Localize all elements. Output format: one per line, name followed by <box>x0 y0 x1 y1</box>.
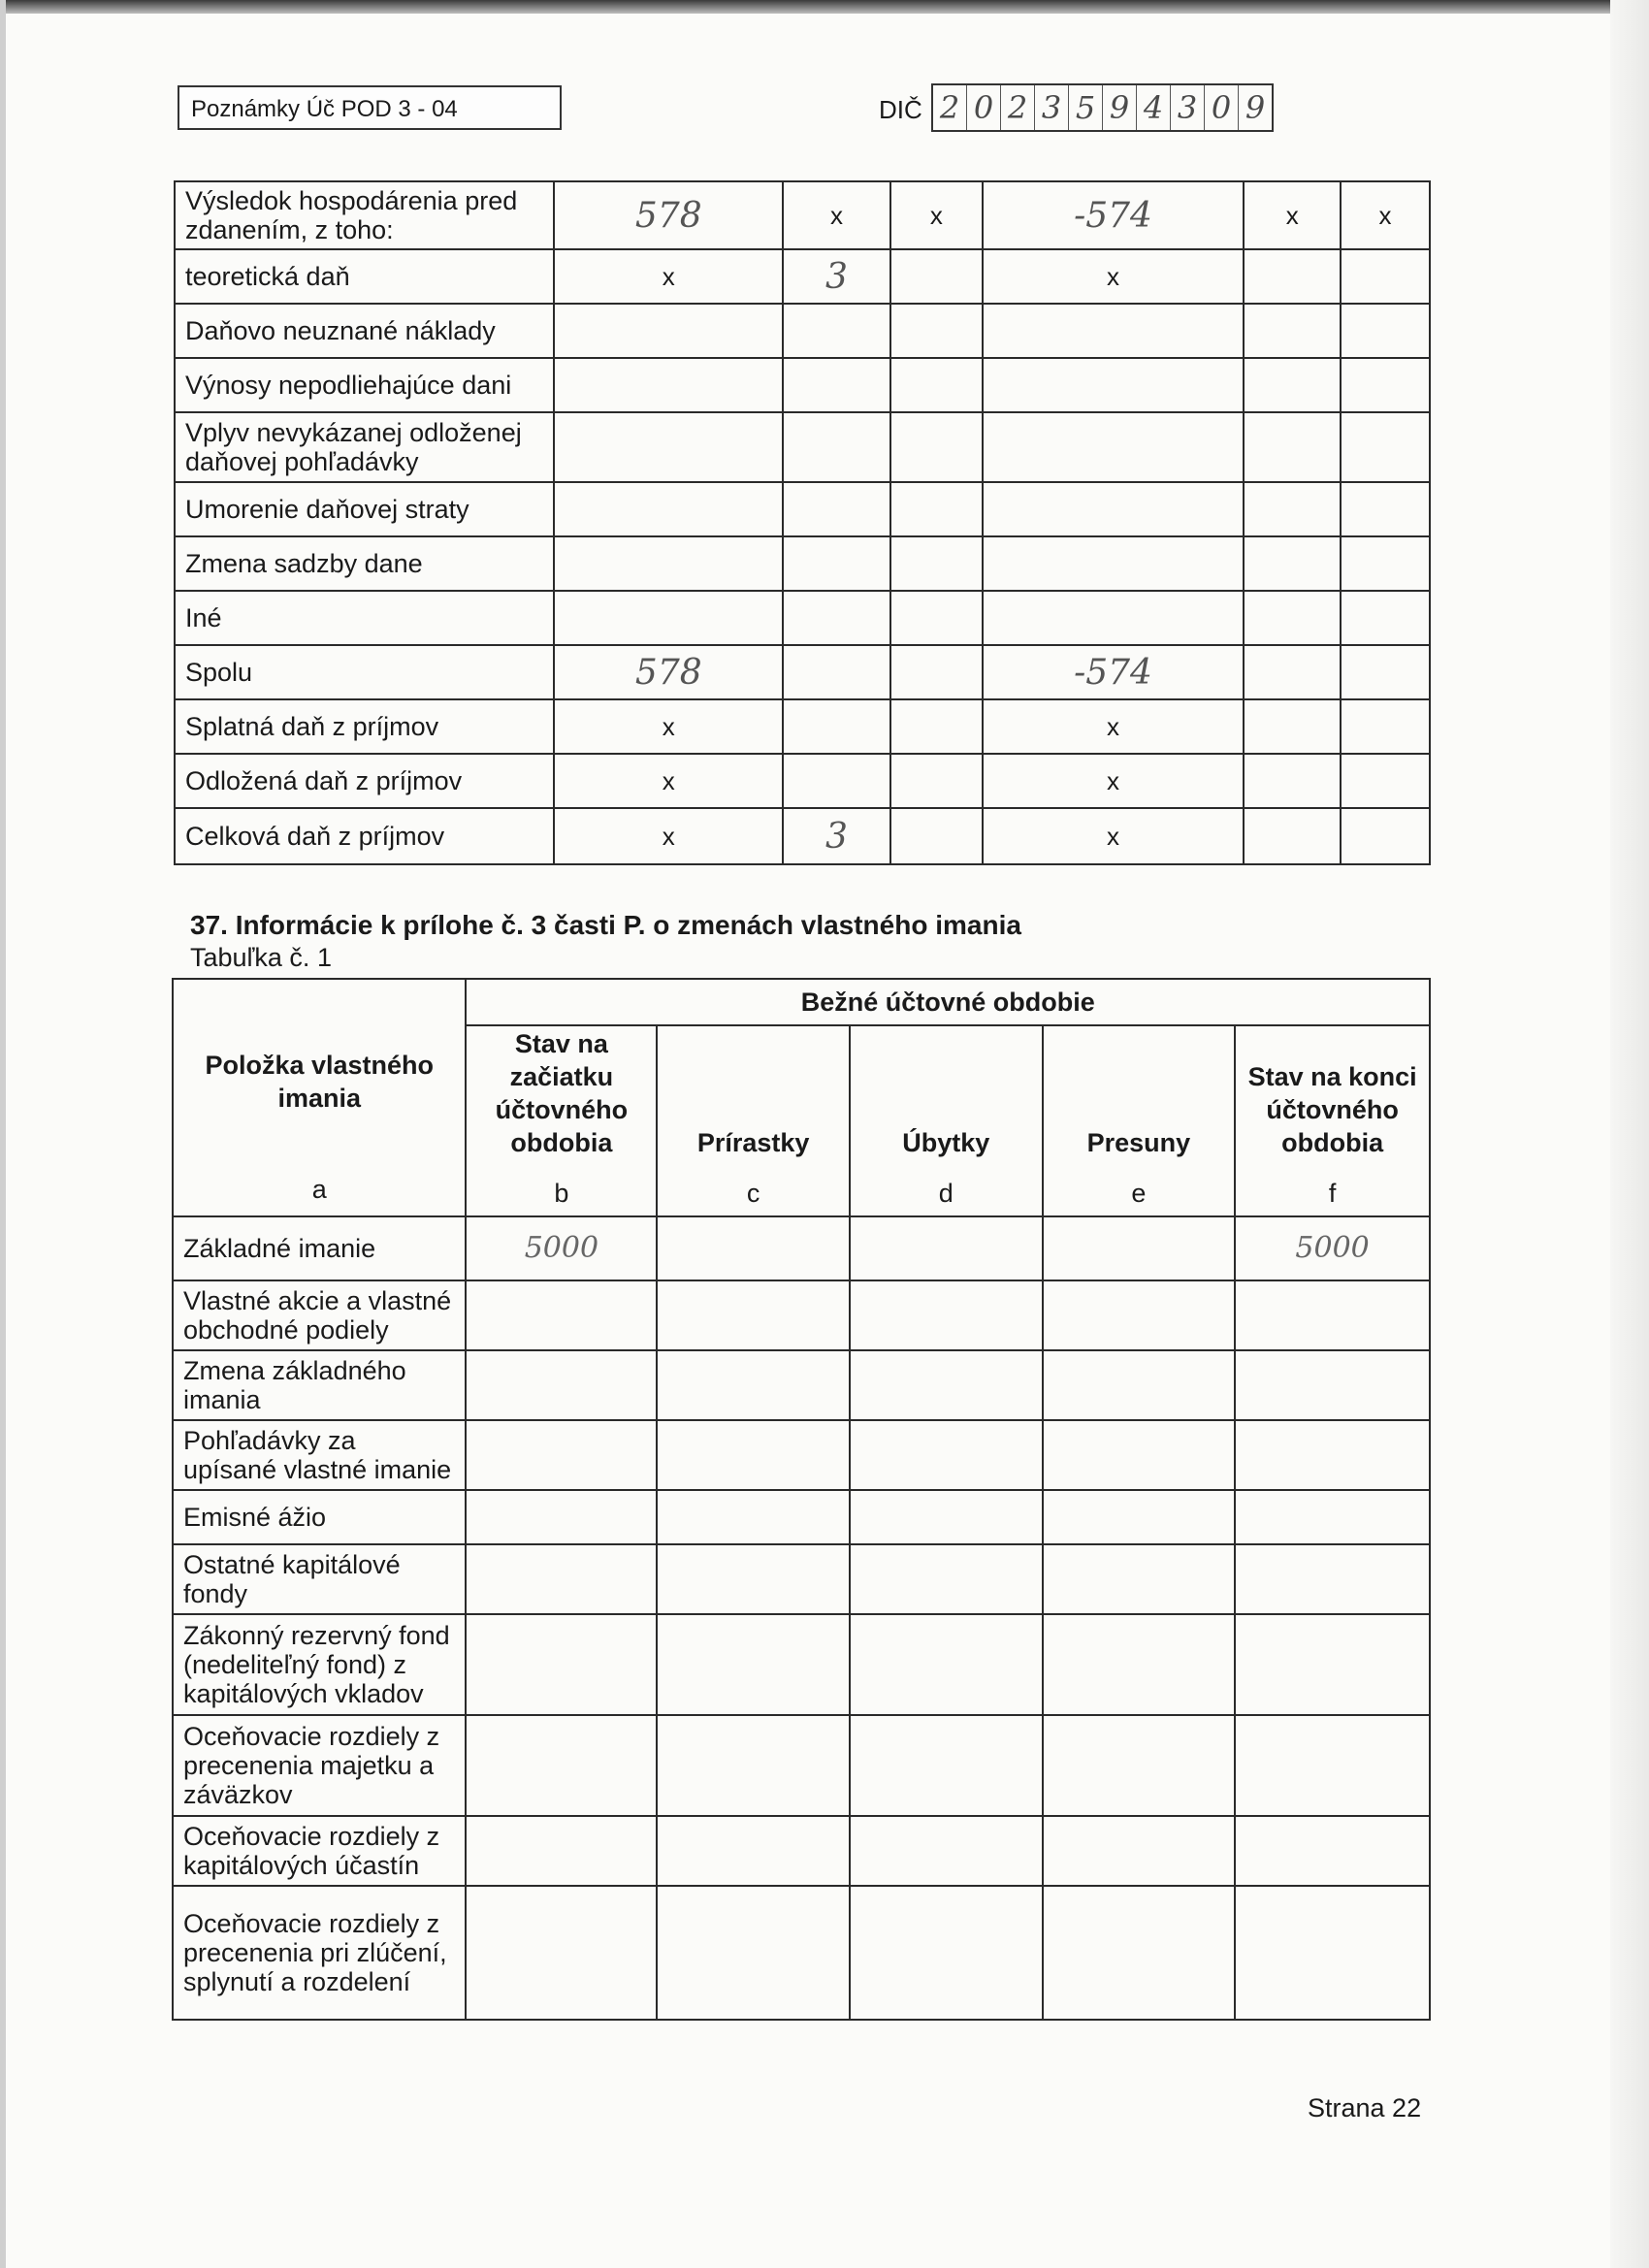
tax-cell <box>890 358 983 412</box>
tax-row <box>175 304 1430 358</box>
equity-cell <box>657 1544 850 1614</box>
section-title: 37. Informácie k prílohe č. 3 časti P. o zmenách vlastného imania <box>190 910 1021 940</box>
tax-cell <box>890 591 983 645</box>
tax-cell <box>1341 808 1430 864</box>
tax-cell <box>1244 536 1341 591</box>
tax-cell <box>783 645 890 699</box>
tax-cell <box>1341 645 1430 699</box>
tax-cell <box>554 304 783 358</box>
header-col-label: Úbytky <box>902 1128 990 1157</box>
row-label: Zmena základného imania <box>173 1350 466 1420</box>
cell-value: 5000 <box>524 1231 599 1265</box>
row-label: Daňovo neuznané náklady <box>175 304 554 358</box>
equity-cell <box>657 1350 850 1420</box>
tax-cell <box>554 754 783 808</box>
tax-cell <box>783 482 890 536</box>
dic-digit: 0 <box>1205 85 1239 130</box>
cell-value: 5000 <box>1295 1231 1370 1265</box>
equity-cell <box>1235 1490 1430 1544</box>
row-label: Celková daň z príjmov <box>175 808 554 864</box>
tax-cell <box>554 181 783 249</box>
tax-cell <box>783 358 890 412</box>
cell-value: -574 <box>1074 652 1152 693</box>
col-letter: d <box>938 1179 954 1208</box>
scan-edge-left <box>0 0 6 2268</box>
dic-digit: 2 <box>933 85 967 130</box>
tax-cell <box>983 181 1245 249</box>
form-code-box: Poznámky Úč POD 3 - 04 <box>178 85 562 130</box>
tax-cell <box>983 482 1245 536</box>
equity-changes-table <box>172 978 1431 2021</box>
row-label: Oceňovacie rozdiely z precenenia pri zlúčení, splynutí a rozdelení <box>173 1886 466 2020</box>
equity-row <box>173 1280 1430 1350</box>
tax-cell <box>1244 304 1341 358</box>
equity-cell <box>657 1490 850 1544</box>
col-letter: a <box>311 1175 327 1204</box>
cell-value: 578 <box>634 195 702 236</box>
tax-row <box>175 249 1430 304</box>
equity-cell <box>1043 1715 1236 1816</box>
scan-edge-top <box>0 0 1649 14</box>
equity-cell <box>1043 1614 1236 1715</box>
tax-row <box>175 591 1430 645</box>
dic-number <box>931 83 1274 132</box>
tax-cell <box>1244 358 1341 412</box>
col-letter: e <box>1131 1179 1147 1208</box>
equity-cell <box>1043 1886 1236 2020</box>
row-label: teoretická daň <box>175 249 554 304</box>
tax-cell <box>783 412 890 482</box>
tax-cell <box>890 249 983 304</box>
equity-cell <box>1235 1614 1430 1715</box>
equity-cell <box>466 1715 657 1816</box>
equity-row <box>173 1216 1430 1280</box>
tax-cell <box>983 645 1245 699</box>
equity-cell <box>850 1544 1043 1614</box>
col-letter: c <box>746 1179 760 1208</box>
tax-row <box>175 536 1430 591</box>
equity-cell <box>657 1280 850 1350</box>
cell-value: 3 <box>825 256 848 297</box>
row-label: Odložená daň z príjmov <box>175 754 554 808</box>
equity-cell <box>1235 1544 1430 1614</box>
tax-cell <box>783 699 890 754</box>
tax-cell <box>983 699 1245 754</box>
equity-cell <box>850 1280 1043 1350</box>
tax-cell <box>783 304 890 358</box>
cell-value: x <box>662 765 675 795</box>
dic-digit: 4 <box>1137 85 1171 130</box>
cell-value: x <box>1107 711 1119 741</box>
equity-cell <box>1235 1280 1430 1350</box>
row-label: Zmena sadzby dane <box>175 536 554 591</box>
header-col <box>1043 1025 1236 1216</box>
dic-label: DIČ <box>879 95 922 124</box>
equity-row <box>173 1420 1430 1490</box>
dic-digit: 2 <box>1001 85 1035 130</box>
equity-cell <box>1235 1816 1430 1886</box>
equity-row <box>173 1816 1430 1886</box>
header-col <box>657 1025 850 1216</box>
tax-cell <box>1341 536 1430 591</box>
cell-value: x <box>662 261 675 291</box>
col-letter: f <box>1328 1179 1337 1208</box>
equity-cell <box>1235 1216 1430 1280</box>
dic-digit: 9 <box>1103 85 1137 130</box>
dic-digit: 9 <box>1245 89 1266 126</box>
equity-cell <box>657 1216 850 1280</box>
tax-row <box>175 808 1430 864</box>
equity-cell <box>1235 1886 1430 2020</box>
cell-value: x <box>929 200 943 230</box>
equity-cell <box>850 1216 1043 1280</box>
header-item-label: Položka vlastného imania <box>205 1051 435 1113</box>
tax-cell <box>983 358 1245 412</box>
tax-cell <box>983 591 1245 645</box>
tax-cell <box>554 645 783 699</box>
tax-cell <box>783 249 890 304</box>
header-item <box>173 979 466 1216</box>
row-label: Iné <box>175 591 554 645</box>
equity-cell <box>466 1216 657 1280</box>
row-label: Oceňovacie rozdiely z precenenia majetku a záväzkov <box>173 1715 466 1816</box>
equity-row <box>173 1544 1430 1614</box>
dic-digit: 3 <box>1035 85 1069 130</box>
tax-cell <box>554 412 783 482</box>
equity-cell <box>466 1490 657 1544</box>
tax-cell <box>783 181 890 249</box>
equity-cell <box>850 1886 1043 2020</box>
equity-cell <box>850 1715 1043 1816</box>
row-label: Umorenie daňovej straty <box>175 482 554 536</box>
tax-cell <box>1341 699 1430 754</box>
equity-cell <box>1043 1816 1236 1886</box>
tax-cell <box>1244 412 1341 482</box>
cell-value: x <box>1107 261 1119 291</box>
tax-cell <box>890 808 983 864</box>
header-period: Bežné účtovné obdobie <box>466 979 1430 1025</box>
tax-cell <box>783 754 890 808</box>
equity-cell <box>466 1280 657 1350</box>
tax-row <box>175 358 1430 412</box>
cell-value: x <box>1285 200 1299 230</box>
tax-cell <box>1244 249 1341 304</box>
tax-cell <box>554 699 783 754</box>
header-col <box>466 1025 657 1216</box>
tax-cell <box>1244 699 1341 754</box>
tax-cell <box>1341 358 1430 412</box>
equity-cell <box>1043 1280 1236 1350</box>
tax-cell <box>1341 754 1430 808</box>
tax-cell <box>890 699 983 754</box>
header-col <box>1235 1025 1430 1216</box>
equity-cell <box>1235 1420 1430 1490</box>
row-label: Vplyv nevykázanej odloženej daňovej pohľadávky <box>175 412 554 482</box>
equity-row <box>173 1614 1430 1715</box>
equity-cell <box>657 1614 850 1715</box>
equity-row <box>173 1715 1430 1816</box>
dic-digit: 3 <box>1171 85 1205 130</box>
equity-cell <box>850 1350 1043 1420</box>
cell-value: x <box>662 821 675 851</box>
equity-cell <box>1043 1490 1236 1544</box>
equity-cell <box>1043 1216 1236 1280</box>
tax-cell <box>783 536 890 591</box>
equity-cell <box>1043 1544 1236 1614</box>
tax-cell <box>983 536 1245 591</box>
section-subtitle: Tabuľka č. 1 <box>190 943 332 972</box>
tax-reconciliation-table <box>174 180 1431 865</box>
row-label: Oceňovacie rozdiely z kapitálových účastín <box>173 1816 466 1886</box>
equity-cell <box>466 1614 657 1715</box>
tax-cell <box>890 181 983 249</box>
tax-cell <box>1244 482 1341 536</box>
cell-value: x <box>1378 200 1392 230</box>
tax-cell <box>554 808 783 864</box>
equity-cell <box>466 1420 657 1490</box>
tax-cell <box>1341 181 1430 249</box>
tax-cell <box>890 304 983 358</box>
equity-cell <box>657 1816 850 1886</box>
tax-cell <box>554 536 783 591</box>
scan-edge-right <box>1610 0 1649 2268</box>
cell-value: x <box>662 711 675 741</box>
tax-cell <box>1244 591 1341 645</box>
equity-cell <box>850 1490 1043 1544</box>
header-col-label: Stav na konci účtovného obdobia <box>1247 1062 1417 1157</box>
tax-cell <box>1244 754 1341 808</box>
tax-cell <box>1244 808 1341 864</box>
equity-cell <box>657 1420 850 1490</box>
col-letter: b <box>554 1179 569 1208</box>
equity-cell <box>1043 1350 1236 1420</box>
tax-cell <box>554 591 783 645</box>
tax-cell <box>1244 645 1341 699</box>
equity-row <box>173 1490 1430 1544</box>
tax-cell <box>890 536 983 591</box>
cell-value: x <box>1107 821 1119 851</box>
cell-value: x <box>1107 765 1119 795</box>
cell-value: -574 <box>1074 195 1152 236</box>
equity-cell <box>850 1614 1043 1715</box>
tax-cell <box>890 645 983 699</box>
header-col-label: Prírastky <box>696 1128 810 1157</box>
tax-cell <box>554 358 783 412</box>
tax-cell <box>983 412 1245 482</box>
tax-cell <box>554 482 783 536</box>
tax-row <box>175 181 1430 249</box>
tax-cell <box>983 249 1245 304</box>
tax-row <box>175 412 1430 482</box>
tax-cell <box>1244 181 1341 249</box>
dic-digit: 0 <box>967 85 1001 130</box>
tax-cell <box>1341 249 1430 304</box>
cell-value: 578 <box>634 652 702 693</box>
equity-cell <box>1235 1715 1430 1816</box>
cell-value: 3 <box>825 816 848 857</box>
row-label: Ostatné kapitálové fondy <box>173 1544 466 1614</box>
equity-cell <box>466 1544 657 1614</box>
header-col-label: Presuny <box>1086 1128 1191 1157</box>
tax-cell <box>554 249 783 304</box>
equity-cell <box>657 1886 850 2020</box>
tax-cell <box>1341 482 1430 536</box>
cell-value: x <box>830 200 843 230</box>
tax-row <box>175 482 1430 536</box>
tax-row <box>175 754 1430 808</box>
row-label: Emisné ážio <box>173 1490 466 1544</box>
header-col-label: Stav na začiatku účtovného obdobia <box>495 1029 629 1157</box>
tax-cell <box>1341 412 1430 482</box>
row-label: Pohľadávky za upísané vlastné imanie <box>173 1420 466 1490</box>
equity-cell <box>466 1886 657 2020</box>
equity-cell <box>1235 1350 1430 1420</box>
equity-cell <box>466 1816 657 1886</box>
tax-cell <box>983 754 1245 808</box>
equity-row <box>173 1350 1430 1420</box>
row-label: Zákonný rezervný fond (nedeliteľný fond) z kapitálových vkladov <box>173 1614 466 1715</box>
row-label: Spolu <box>175 645 554 699</box>
tax-cell <box>1341 591 1430 645</box>
row-label: Vlastné akcie a vlastné obchodné podiely <box>173 1280 466 1350</box>
equity-cell <box>850 1420 1043 1490</box>
tax-cell <box>1341 304 1430 358</box>
row-label: Výsledok hospodárenia pred zdanením, z toho: <box>175 181 554 249</box>
tax-cell <box>983 304 1245 358</box>
equity-cell <box>1043 1420 1236 1490</box>
tax-cell <box>783 808 890 864</box>
tax-cell <box>783 591 890 645</box>
equity-cell <box>850 1816 1043 1886</box>
row-label: Výnosy nepodliehajúce dani <box>175 358 554 412</box>
tax-cell <box>983 808 1245 864</box>
tax-cell <box>890 482 983 536</box>
equity-cell <box>466 1350 657 1420</box>
tax-row <box>175 699 1430 754</box>
tax-row <box>175 645 1430 699</box>
row-label: Splatná daň z príjmov <box>175 699 554 754</box>
header-col <box>850 1025 1043 1216</box>
dic-digit: 5 <box>1069 85 1103 130</box>
page-number: Strana 22 <box>1308 2093 1422 2122</box>
tax-cell <box>890 754 983 808</box>
equity-cell <box>657 1715 850 1816</box>
equity-row <box>173 1886 1430 2020</box>
tax-cell <box>890 412 983 482</box>
row-label: Základné imanie <box>173 1216 466 1280</box>
